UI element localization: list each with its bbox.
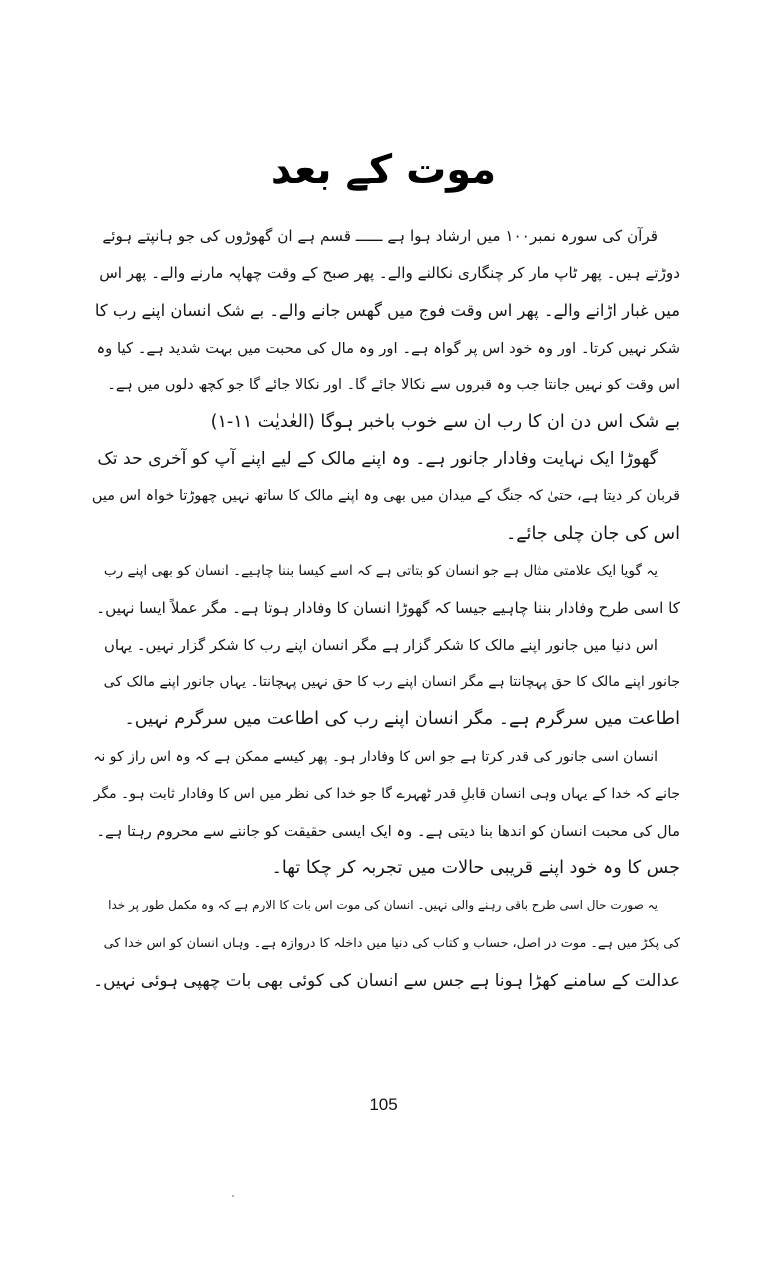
text-line: کا اسی طرح وفادار بننا چاہیے جیسا کہ گھوڑا انسان کا وفادار ہوتا ہے۔ مگر عملاً ایسا نہیں۔ — [96, 598, 680, 617]
text-line: اس دنیا میں جانور اپنے مالک کا شکر گزار ہے مگر انسان اپنے رب کا شکر گزار نہیں۔ یہاں — [104, 637, 658, 655]
text-line: انسان اسی جانور کی قدر کرتا ہے جو اس کا وفادار ہو۔ پھر کیسے ممکن ہے کہ وہ اس راز کو نہ — [93, 748, 658, 765]
chapter-title: موت کے بعد — [270, 147, 497, 193]
text-line: قرآن کی سورہ نمبر۱۰۰ میں ارشاد ہوا ہے ــــــ قسم ہے ان گھوڑوں کی جو ہانپتے ہوئے — [102, 227, 658, 245]
text-line: جانور اپنے مالک کا حق پہچانتا ہے مگر انسان اپنے رب کا حق نہیں پہچانتا۔ یہاں جانور اپنے مالک کی — [103, 674, 680, 691]
text-line: یہ گویا ایک علامتی مثال ہے جو انسان کو بتاتی ہے کہ اسے کیسا بننا چاہیے۔ انسان کو بھی اپنے رب — [103, 562, 658, 579]
text-line: قربان کر دیتا ہے، حتیٰ کہ جنگ کے میدان میں بھی وہ اپنے مالک کا ساتھ نہیں چھوڑتا خواہ اس میں — [92, 488, 680, 505]
text-line: عدالت کے سامنے کھڑا ہونا ہے جس سے انسان کی کوئی بھی بات چھپی ہوئی نہیں۔ — [93, 969, 680, 990]
text-line: میں غبار اڑانے والے۔ پھر اس وقت فوج میں گھس جانے والے۔ بے شک انسان اپنے رب کا — [94, 301, 680, 321]
text-line: اس کی جان چلی جائے۔ — [505, 523, 680, 544]
text-line: کی پکڑ میں ہے۔ موت در اصل، حساب و کتاب کی دنیا میں داخلہ کا دروازہ ہے۔ وہاں انسان کو اس خدا کی — [103, 935, 680, 951]
body-text — [92, 218, 680, 999]
text-line: مال کی محبت انسان کو اندھا بنا دیتی ہے۔ وہ ایک ایسی حقیقت کو جاننے سے محروم رہتا ہے۔ — [96, 823, 680, 840]
text-line: دوڑتے ہیں۔ پھر ٹاپ مار کر چنگاری نکالنے والے۔ پھر صبح کے وقت چھاپہ مارنے والے۔ پھر اس — [99, 264, 680, 283]
scan-speck — [232, 1195, 234, 1197]
text-line: گھوڑا ایک نہایت وفادار جانور ہے۔ وہ اپنے مالک کے لیے اپنے آپ کو آخری حد تک — [97, 449, 658, 470]
text-line: جانے کہ خدا کے یہاں وہی انسان قابلِ قدر ٹھہرے گا جو خدا کی نظر میں اس کا وفادار ثابت ہو۔ مگر — [93, 785, 680, 802]
text-line: اطاعت میں سرگرم ہے۔ مگر انسان اپنے رب کی اطاعت میں سرگرم نہیں۔ — [124, 709, 680, 730]
page-number: 105 — [369, 1095, 398, 1114]
text-line: بے شک اس دن ان کا رب ان سے خوب باخبر ہوگا (العٰدیٰت ۱۱-۱) — [210, 411, 680, 432]
text-line: شکر نہیں کرتا۔ اور وہ خود اس پر گواہ ہے۔ اور وہ مال کی محبت میں بہت شدید ہے۔ کیا وہ — [96, 339, 680, 357]
text-line: یہ صورت حال اسی طرح باقی رہنے والی نہیں۔ انسان کی موت اس بات کا الارم ہے کہ وہ مکمل طور پر خدا — [108, 898, 658, 913]
text-line: جس کا وہ خود اپنے قریبی حالات میں تجربہ کر چکا تھا۔ — [271, 858, 680, 879]
text-line: اس وقت کو نہیں جانتا جب وہ قبروں سے نکالا جائے گا۔ اور نکالا جائے گا جو کچھ دلوں میں ہے۔ — [107, 376, 680, 393]
